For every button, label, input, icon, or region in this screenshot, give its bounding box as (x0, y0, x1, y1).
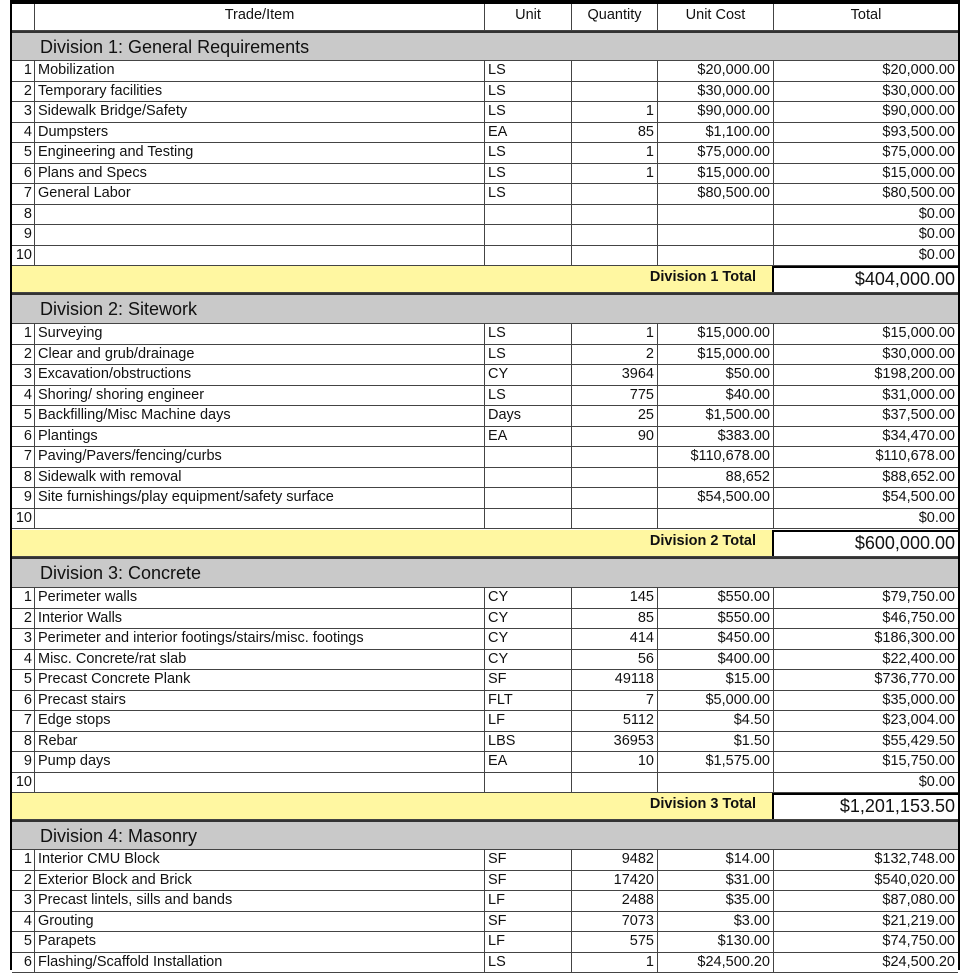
item-name-cell: Perimeter walls (35, 588, 485, 608)
table-row (12, 324, 958, 345)
unit-cell: LS (485, 164, 572, 184)
quantity-cell: 145 (572, 588, 658, 608)
row-number-cell: 5 (12, 143, 35, 163)
row-total-cell: $21,219.00 (774, 912, 958, 932)
unit-cost-cell: $4.50 (658, 711, 774, 731)
quantity-cell: 56 (572, 650, 658, 670)
division-3-header: Division 3: Concrete (12, 557, 958, 588)
table-row (12, 386, 958, 407)
unit-cost-cell: $15,000.00 (658, 324, 774, 344)
unit-cell: SF (485, 871, 572, 891)
quantity-cell: 17420 (572, 871, 658, 891)
row-number-cell: 7 (12, 447, 35, 467)
unit-cost-cell: $50.00 (658, 365, 774, 385)
unit-cost-cell: $3.00 (658, 912, 774, 932)
unit-cell (485, 773, 572, 793)
unit-cost-cell (658, 773, 774, 793)
row-number-cell: 5 (12, 406, 35, 426)
row-total-cell: $0.00 (774, 246, 958, 266)
division-2-total-row (12, 530, 958, 557)
item-name-cell: Plans and Specs (35, 164, 485, 184)
row-number-cell: 10 (12, 773, 35, 793)
row-total-cell: $540,020.00 (774, 871, 958, 891)
unit-cost-cell (658, 509, 774, 529)
table-row (12, 932, 958, 953)
unit-cell: LS (485, 184, 572, 204)
unit-cost-cell: $550.00 (658, 588, 774, 608)
item-name-cell: Site furnishings/play equipment/safety surface (35, 488, 485, 508)
row-number-cell: 3 (12, 365, 35, 385)
unit-cost-cell: $20,000.00 (658, 61, 774, 81)
table-row (12, 102, 958, 123)
quantity-cell: 5112 (572, 711, 658, 731)
row-total-cell: $0.00 (774, 205, 958, 225)
unit-cell: CY (485, 588, 572, 608)
unit-cost-cell: 88,652 (658, 468, 774, 488)
row-total-cell: $35,000.00 (774, 691, 958, 711)
row-total-cell: $88,652.00 (774, 468, 958, 488)
unit-cost-cell: $1,575.00 (658, 752, 774, 772)
table-row (12, 691, 958, 712)
unit-cell (485, 468, 572, 488)
quantity-cell: 9482 (572, 850, 658, 870)
table-row (12, 164, 958, 185)
unit-cost-cell: $54,500.00 (658, 488, 774, 508)
table-row (12, 609, 958, 630)
row-total-cell: $90,000.00 (774, 102, 958, 122)
table-row (12, 891, 958, 912)
quantity-cell: 2488 (572, 891, 658, 911)
item-name-cell: Plantings (35, 427, 485, 447)
row-number-cell: 7 (12, 711, 35, 731)
unit-cost-cell: $90,000.00 (658, 102, 774, 122)
table-row (12, 143, 958, 164)
unit-cost-cell: $130.00 (658, 932, 774, 952)
unit-cell: LS (485, 143, 572, 163)
unit-cell: LF (485, 932, 572, 952)
item-name-cell: Excavation/obstructions (35, 365, 485, 385)
division-4-header: Division 4: Masonry (12, 820, 958, 850)
table-row (12, 488, 958, 509)
item-name-cell (35, 773, 485, 793)
row-number-cell: 2 (12, 871, 35, 891)
item-name-cell: Surveying (35, 324, 485, 344)
quantity-cell: 575 (572, 932, 658, 952)
quantity-cell: 36953 (572, 732, 658, 752)
item-name-cell: Backfilling/Misc Machine days (35, 406, 485, 426)
quantity-cell: 90 (572, 427, 658, 447)
quantity-cell (572, 61, 658, 81)
row-total-cell: $0.00 (774, 509, 958, 529)
unit-cost-cell: $75,000.00 (658, 143, 774, 163)
quantity-cell (572, 447, 658, 467)
row-total-cell: $186,300.00 (774, 629, 958, 649)
quantity-cell (572, 509, 658, 529)
estimate-sheet (10, 0, 960, 970)
division-2-total-value: $600,000.00 (774, 530, 958, 556)
quantity-cell (572, 225, 658, 245)
table-row (12, 670, 958, 691)
row-total-cell: $30,000.00 (774, 345, 958, 365)
row-number-cell: 6 (12, 164, 35, 184)
item-name-cell: Flashing/Scaffold Installation (35, 953, 485, 973)
table-row (12, 406, 958, 427)
row-total-cell: $46,750.00 (774, 609, 958, 629)
row-total-cell: $87,080.00 (774, 891, 958, 911)
row-number-cell: 1 (12, 850, 35, 870)
unit-cost-cell: $80,500.00 (658, 184, 774, 204)
row-number-cell: 8 (12, 468, 35, 488)
table-row (12, 427, 958, 448)
quantity-cell: 775 (572, 386, 658, 406)
unit-cell: LS (485, 82, 572, 102)
header-item: Trade/Item (35, 4, 485, 30)
row-total-cell: $110,678.00 (774, 447, 958, 467)
item-name-cell: Precast stairs (35, 691, 485, 711)
unit-cell: LS (485, 102, 572, 122)
unit-cost-cell: $40.00 (658, 386, 774, 406)
item-name-cell: Clear and grub/drainage (35, 345, 485, 365)
unit-cost-cell: $1,500.00 (658, 406, 774, 426)
item-name-cell: Parapets (35, 932, 485, 952)
unit-cost-cell: $14.00 (658, 850, 774, 870)
unit-cell (485, 488, 572, 508)
header-unit-cost: Unit Cost (658, 4, 774, 30)
row-number-cell: 2 (12, 82, 35, 102)
row-number-cell: 10 (12, 246, 35, 266)
table-row (12, 650, 958, 671)
table-row (12, 629, 958, 650)
quantity-cell: 25 (572, 406, 658, 426)
row-total-cell: $198,200.00 (774, 365, 958, 385)
table-row (12, 912, 958, 933)
unit-cell: SF (485, 850, 572, 870)
unit-cell: LBS (485, 732, 572, 752)
table-row (12, 123, 958, 144)
item-name-cell: Precast lintels, sills and bands (35, 891, 485, 911)
quantity-cell: 3964 (572, 365, 658, 385)
unit-cell: CY (485, 650, 572, 670)
quantity-cell (572, 205, 658, 225)
row-number-cell: 3 (12, 891, 35, 911)
header-quantity: Quantity (572, 4, 658, 30)
unit-cost-cell: $24,500.20 (658, 953, 774, 973)
column-header-row (12, 4, 958, 31)
table-row (12, 509, 958, 530)
row-number-cell: 4 (12, 123, 35, 143)
row-number-cell: 6 (12, 691, 35, 711)
table-row (12, 184, 958, 205)
item-name-cell: Sidewalk with removal (35, 468, 485, 488)
quantity-cell: 7 (572, 691, 658, 711)
unit-cell: LF (485, 711, 572, 731)
quantity-cell: 2 (572, 345, 658, 365)
table-row (12, 345, 958, 366)
quantity-cell: 1 (572, 324, 658, 344)
row-number-cell: 1 (12, 324, 35, 344)
item-name-cell: Mobilization (35, 61, 485, 81)
row-number-cell: 1 (12, 588, 35, 608)
quantity-cell (572, 184, 658, 204)
item-name-cell: Shoring/ shoring engineer (35, 386, 485, 406)
row-number-cell: 6 (12, 953, 35, 973)
unit-cell: Days (485, 406, 572, 426)
unit-cell: LS (485, 61, 572, 81)
row-number-cell: 3 (12, 629, 35, 649)
table-row (12, 773, 958, 794)
row-total-cell: $23,004.00 (774, 711, 958, 731)
item-name-cell (35, 509, 485, 529)
unit-cell: EA (485, 123, 572, 143)
unit-cost-cell: $35.00 (658, 891, 774, 911)
item-name-cell: Dumpsters (35, 123, 485, 143)
row-total-cell: $74,750.00 (774, 932, 958, 952)
unit-cell (485, 246, 572, 266)
item-name-cell: Interior Walls (35, 609, 485, 629)
unit-cost-cell (658, 246, 774, 266)
item-name-cell: Grouting (35, 912, 485, 932)
quantity-cell: 7073 (572, 912, 658, 932)
division-1-total-row (12, 266, 958, 293)
item-name-cell (35, 246, 485, 266)
row-total-cell: $54,500.00 (774, 488, 958, 508)
item-name-cell: Interior CMU Block (35, 850, 485, 870)
unit-cell: LS (485, 386, 572, 406)
division-1-total-label: Division 1 Total (12, 266, 774, 292)
row-number-cell: 5 (12, 932, 35, 952)
row-total-cell: $0.00 (774, 225, 958, 245)
item-name-cell: Precast Concrete Plank (35, 670, 485, 690)
unit-cell: LS (485, 953, 572, 973)
row-total-cell: $15,000.00 (774, 324, 958, 344)
row-total-cell: $0.00 (774, 773, 958, 793)
row-number-cell: 2 (12, 609, 35, 629)
table-row (12, 61, 958, 82)
header-unit: Unit (485, 4, 572, 30)
row-number-cell: 5 (12, 670, 35, 690)
division-3-total-value: $1,201,153.50 (774, 793, 958, 819)
row-total-cell: $736,770.00 (774, 670, 958, 690)
row-number-cell: 1 (12, 61, 35, 81)
row-number-cell: 6 (12, 427, 35, 447)
unit-cell: CY (485, 365, 572, 385)
quantity-cell (572, 468, 658, 488)
item-name-cell: Perimeter and interior footings/stairs/misc. footings (35, 629, 485, 649)
row-total-cell: $37,500.00 (774, 406, 958, 426)
table-row (12, 752, 958, 773)
item-name-cell: Exterior Block and Brick (35, 871, 485, 891)
row-number-cell: 8 (12, 205, 35, 225)
row-number-cell: 3 (12, 102, 35, 122)
row-number-cell: 9 (12, 752, 35, 772)
unit-cost-cell: $5,000.00 (658, 691, 774, 711)
division-2-total-label: Division 2 Total (12, 530, 774, 556)
row-number-cell: 4 (12, 912, 35, 932)
quantity-cell: 85 (572, 123, 658, 143)
item-name-cell: Pump days (35, 752, 485, 772)
table-row (12, 850, 958, 871)
row-total-cell: $34,470.00 (774, 427, 958, 447)
row-total-cell: $24,500.20 (774, 953, 958, 973)
row-total-cell: $132,748.00 (774, 850, 958, 870)
unit-cell: EA (485, 427, 572, 447)
division-1-total-value: $404,000.00 (774, 266, 958, 292)
item-name-cell (35, 205, 485, 225)
quantity-cell (572, 488, 658, 508)
item-name-cell: General Labor (35, 184, 485, 204)
quantity-cell: 10 (572, 752, 658, 772)
unit-cell (485, 225, 572, 245)
row-number-cell: 8 (12, 732, 35, 752)
item-name-cell: Rebar (35, 732, 485, 752)
quantity-cell: 85 (572, 609, 658, 629)
item-name-cell: Edge stops (35, 711, 485, 731)
unit-cell: CY (485, 609, 572, 629)
header-total: Total (774, 4, 958, 30)
unit-cost-cell: $1,100.00 (658, 123, 774, 143)
unit-cost-cell: $383.00 (658, 427, 774, 447)
table-row (12, 246, 958, 267)
unit-cost-cell: $1.50 (658, 732, 774, 752)
unit-cost-cell: $450.00 (658, 629, 774, 649)
quantity-cell: 1 (572, 143, 658, 163)
unit-cost-cell: $30,000.00 (658, 82, 774, 102)
item-name-cell: Temporary facilities (35, 82, 485, 102)
table-row (12, 871, 958, 892)
table-row (12, 468, 958, 489)
quantity-cell: 414 (572, 629, 658, 649)
row-total-cell: $30,000.00 (774, 82, 958, 102)
unit-cost-cell: $15,000.00 (658, 345, 774, 365)
row-total-cell: $15,750.00 (774, 752, 958, 772)
row-total-cell: $75,000.00 (774, 143, 958, 163)
table-row (12, 365, 958, 386)
unit-cell: LS (485, 324, 572, 344)
row-total-cell: $31,000.00 (774, 386, 958, 406)
row-number-cell: 4 (12, 386, 35, 406)
quantity-cell: 1 (572, 102, 658, 122)
unit-cell: EA (485, 752, 572, 772)
division-1-header: Division 1: General Requirements (12, 31, 958, 61)
unit-cell: SF (485, 670, 572, 690)
unit-cost-cell: $110,678.00 (658, 447, 774, 467)
unit-cost-cell: $31.00 (658, 871, 774, 891)
division-3-total-row (12, 793, 958, 820)
table-row (12, 732, 958, 753)
unit-cell: FLT (485, 691, 572, 711)
unit-cell (485, 205, 572, 225)
division-2-header: Division 2: Sitework (12, 293, 958, 324)
row-total-cell: $93,500.00 (774, 123, 958, 143)
row-total-cell: $20,000.00 (774, 61, 958, 81)
unit-cost-cell: $15.00 (658, 670, 774, 690)
table-row (12, 205, 958, 226)
row-total-cell: $15,000.00 (774, 164, 958, 184)
row-number-cell: 9 (12, 488, 35, 508)
quantity-cell (572, 82, 658, 102)
unit-cost-cell: $15,000.00 (658, 164, 774, 184)
unit-cell (485, 447, 572, 467)
unit-cost-cell (658, 205, 774, 225)
item-name-cell: Paving/Pavers/fencing/curbs (35, 447, 485, 467)
unit-cell: LS (485, 345, 572, 365)
table-row (12, 711, 958, 732)
row-total-cell: $55,429.50 (774, 732, 958, 752)
row-number-cell: 9 (12, 225, 35, 245)
unit-cost-cell: $400.00 (658, 650, 774, 670)
item-name-cell: Engineering and Testing (35, 143, 485, 163)
item-name-cell (35, 225, 485, 245)
unit-cell: LF (485, 891, 572, 911)
table-row (12, 447, 958, 468)
unit-cost-cell: $550.00 (658, 609, 774, 629)
quantity-cell (572, 246, 658, 266)
quantity-cell (572, 773, 658, 793)
row-total-cell: $22,400.00 (774, 650, 958, 670)
table-row (12, 588, 958, 609)
unit-cell (485, 509, 572, 529)
unit-cost-cell (658, 225, 774, 245)
row-number-cell: 4 (12, 650, 35, 670)
division-3-total-label: Division 3 Total (12, 793, 774, 819)
row-total-cell: $79,750.00 (774, 588, 958, 608)
row-number-cell: 2 (12, 345, 35, 365)
table-row (12, 225, 958, 246)
item-name-cell: Misc. Concrete/rat slab (35, 650, 485, 670)
table-row (12, 82, 958, 103)
row-number-cell: 10 (12, 509, 35, 529)
quantity-cell: 1 (572, 953, 658, 973)
unit-cell: CY (485, 629, 572, 649)
row-number-cell: 7 (12, 184, 35, 204)
unit-cell: SF (485, 912, 572, 932)
quantity-cell: 49118 (572, 670, 658, 690)
header-num (12, 4, 35, 30)
item-name-cell: Sidewalk Bridge/Safety (35, 102, 485, 122)
row-total-cell: $80,500.00 (774, 184, 958, 204)
quantity-cell: 1 (572, 164, 658, 184)
